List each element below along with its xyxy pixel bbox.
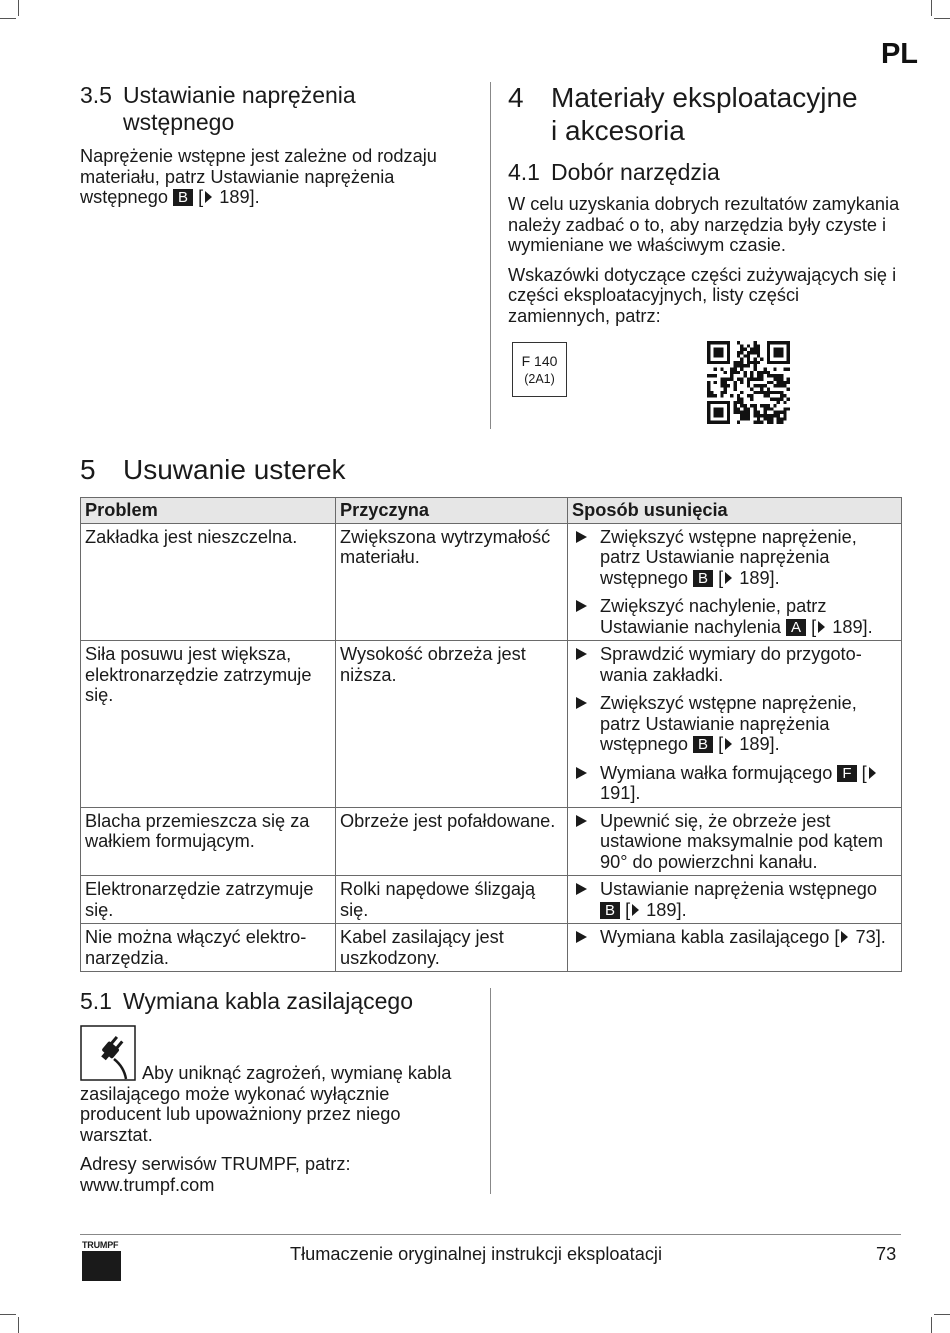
text-run: 189]. — [214, 187, 260, 207]
language-label: PL — [880, 38, 918, 70]
remedy-cell — [568, 924, 902, 972]
section-number: 4.1 — [508, 159, 540, 185]
text-run: Ustawianie naprężenia wstępnego — [600, 879, 878, 899]
problem-cell: Nie można włączyć elektronarzędzia. — [81, 924, 336, 972]
figure-reference-badge: B — [693, 736, 713, 753]
section-title: Wymiana kabla zasilającego — [123, 988, 413, 1014]
table-row — [81, 641, 902, 808]
section-title-cont: i akcesoria — [551, 115, 685, 146]
text-run: 191]. — [600, 783, 641, 803]
crop-mark — [18, 0, 19, 16]
text-run: [ — [806, 616, 817, 637]
text-run: [ — [620, 899, 631, 920]
text-run: Wymiana kabla zasilającego [ — [600, 927, 840, 947]
crop-mark — [18, 1317, 19, 1333]
reference-arrow-icon — [632, 904, 639, 916]
remedy-cell — [568, 523, 902, 641]
table-row — [81, 523, 902, 641]
crop-mark — [0, 18, 16, 19]
plug-warning-icon — [80, 1025, 136, 1081]
section-4-1-heading — [508, 159, 903, 186]
text-run: Zwiększyć wstępne naprężenie, patrz Ustawianie naprężenia wstępnego — [600, 693, 857, 754]
remedy-step — [572, 693, 897, 755]
reference-arrow-icon — [725, 738, 732, 750]
brand-name: TRUMPF — [82, 1240, 119, 1250]
text-run: [ — [856, 762, 867, 783]
page-number: 73 — [876, 1244, 897, 1264]
section-title: Dobór narzędzia — [551, 159, 720, 185]
crop-mark — [931, 1317, 932, 1333]
cause-cell: Obrzeże jest pofałdowane. — [336, 807, 568, 876]
text-run: 189]. — [734, 734, 780, 754]
section-5-1-heading — [80, 988, 470, 1015]
text-run: Zwiększyć wstępne naprężenie, patrz Ustawianie naprężenia wstępnego — [600, 526, 857, 588]
section-number: 5.1 — [80, 988, 112, 1014]
section-4-heading — [508, 81, 903, 147]
text-run: 189]. — [641, 899, 687, 920]
brand-logo — [82, 1240, 122, 1281]
figure-reference-badge: F — [837, 765, 856, 782]
text-run: Zwiększyć nachylenie, patrz Ustawianie nachylenia — [600, 596, 827, 637]
section-number: 5 — [80, 454, 96, 485]
column-divider — [490, 988, 491, 1194]
section-title: Usuwanie usterek — [123, 454, 346, 485]
reference-arrow-icon — [205, 191, 212, 203]
text-run: Sprawdzić wymiary do przygotowania zakładki. — [600, 644, 862, 685]
remedy-step — [572, 644, 897, 685]
cause-cell: Kabel zasilający jest uszkodzony. — [336, 924, 568, 972]
figure-reference-badge: B — [600, 902, 620, 919]
section-5-1 — [80, 988, 470, 1195]
section-title: Materiały eksploatacyjne — [551, 82, 858, 113]
text-run: Upewnić się, że obrzeże jest ustawione maksymalnie pod kątem 90° do powierzchni kanału. — [600, 810, 884, 872]
text-run: [ — [713, 734, 724, 754]
warning-text: Aby uniknąć zagrożeń, wymianę kabla zasilającego może wykonać wyłącznie producent lub upoważniony przez niego warsztat. — [80, 1063, 452, 1145]
text-run: 73]. — [850, 927, 886, 947]
column-header-cause: Przyczyna — [336, 498, 568, 524]
part-code-box — [512, 342, 567, 397]
text-run: [ — [193, 187, 204, 207]
remedy-step — [572, 763, 897, 804]
reference-arrow-icon — [818, 621, 825, 633]
cause-cell: Wysokość obrzeża jest niższa. — [336, 641, 568, 808]
remedy-cell — [568, 641, 902, 808]
table-row — [81, 876, 902, 924]
section-4 — [508, 81, 903, 326]
section-4-1-para2: Wskazówki dotyczące części zużywających się i części eksploatacyjnych, listy części zamiennych, patrz: — [508, 264, 897, 326]
text-run: Wymiana wałka formującego — [600, 762, 838, 783]
problem-cell: Zakładka jest nieszczelna. — [81, 523, 336, 641]
brand-block — [82, 1251, 121, 1281]
part-code-sub: (2A1) — [524, 372, 555, 386]
part-code: F 140 — [521, 353, 558, 369]
section-3-5-heading — [80, 82, 475, 136]
text-run: 189]. — [734, 567, 780, 588]
text-run: 189]. — [827, 616, 873, 637]
remedy-cell — [568, 876, 902, 924]
qr-code-icon — [707, 341, 790, 424]
problem-cell: Elektronarzędzie zatrzymuje się. — [81, 876, 336, 924]
remedy-cell — [568, 807, 902, 876]
figure-reference-badge: A — [786, 619, 806, 636]
footer-rule — [80, 1234, 901, 1235]
remedy-step — [572, 811, 897, 873]
remedy-step — [572, 879, 897, 920]
section-title: Ustawianie naprężenia — [123, 82, 356, 108]
column-divider — [490, 82, 491, 429]
column-header-problem: Problem — [81, 498, 336, 524]
crop-mark — [0, 1314, 16, 1315]
section-5-heading — [80, 453, 346, 486]
troubleshooting-table — [80, 497, 902, 972]
section-title-cont: wstępnego — [123, 109, 235, 135]
service-addresses: Adresy serwisów TRUMPF, patrz: www.trumpf.com — [80, 1154, 351, 1195]
problem-cell: Blacha przemieszcza się za wałkiem formującym. — [81, 807, 336, 876]
remedy-step — [572, 927, 897, 948]
table-row — [81, 807, 902, 876]
remedy-step — [572, 527, 897, 589]
table-row — [81, 924, 902, 972]
figure-reference-badge: B — [693, 570, 713, 587]
reference-arrow-icon — [841, 931, 848, 943]
section-3-5 — [80, 82, 475, 208]
crop-mark — [934, 18, 950, 19]
section-3-5-body — [80, 146, 475, 208]
cause-cell: Zwiększona wytrzymałość materiału. — [336, 523, 568, 641]
section-number: 3.5 — [80, 82, 112, 108]
cause-cell: Rolki napędowe ślizgają się. — [336, 876, 568, 924]
footer-text: Tłumaczenie oryginalnej instrukcji eksploatacji — [290, 1244, 663, 1264]
column-header-remedy: Sposób usunięcia — [568, 498, 902, 524]
crop-mark — [931, 0, 932, 16]
reference-arrow-icon — [725, 572, 732, 584]
problem-cell: Siła posuwu jest większa, elektronarzędzie zatrzymuje się. — [81, 641, 336, 808]
text-run: Naprężenie wstępne jest zależne od rodzaju materiału, patrz Ustawianie naprężenia wstępnego — [80, 146, 437, 207]
text-run: [ — [713, 567, 724, 588]
section-4-1-para1: W celu uzyskania dobrych rezultatów zamykania należy zadbać o to, aby narzędzia były czyste i wymieniane we właściwym czasie. — [508, 194, 900, 255]
section-number: 4 — [508, 82, 524, 113]
crop-mark — [934, 1314, 950, 1315]
reference-arrow-icon — [869, 767, 876, 779]
figure-reference-badge: B — [173, 189, 193, 206]
remedy-step — [572, 596, 897, 637]
